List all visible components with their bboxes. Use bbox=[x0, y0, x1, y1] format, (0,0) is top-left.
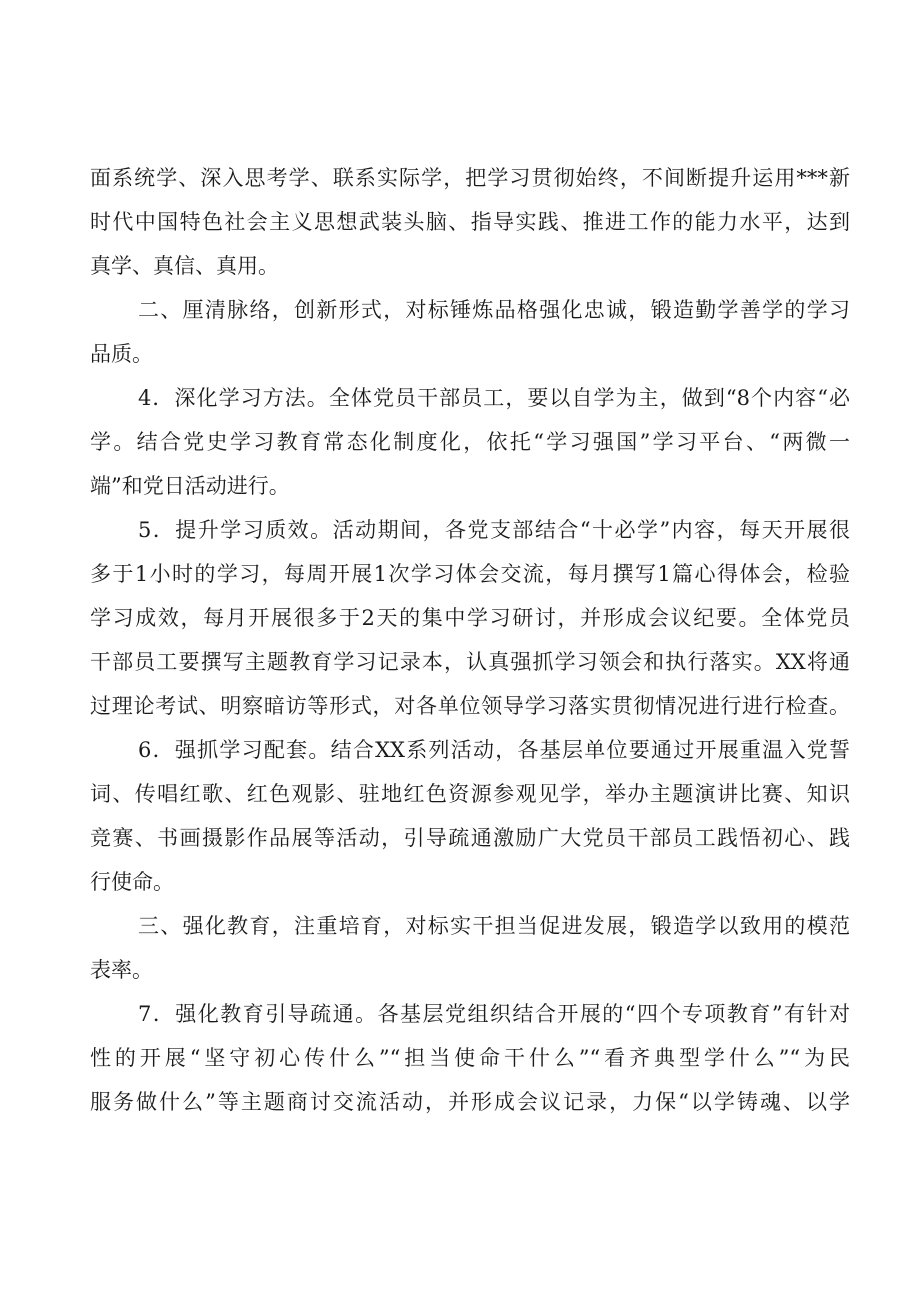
paragraph-line: 性的开展“坚守初心传什么”“担当使命干什么”“看齐典型学什么”“为民 bbox=[90, 1046, 850, 1070]
paragraph-line: 4．深化学习方法。全体党员干部员工，要以自学为主，做到“8个内容“必 bbox=[138, 386, 850, 410]
section-heading-line: 品质。 bbox=[90, 342, 153, 366]
paragraph-line: 学。结合党史学习教育常态化制度化，依托“学习强国”学习平台、“两微一 bbox=[90, 430, 850, 454]
paragraph-line: 真学、真信、真用。 bbox=[90, 254, 279, 278]
paragraph-line: 多于1小时的学习，每周开展1次学习体会交流，每月撰写1篇心得体会，检验 bbox=[90, 562, 850, 586]
paragraph-line: 6．强抓学习配套。结合XX系列活动，各基层单位要通过开展重温入党誓 bbox=[138, 738, 850, 762]
section-heading-line: 三、强化教育，注重培育，对标实干担当促进发展，锻造学以致用的模范 bbox=[138, 914, 850, 938]
section-heading-line: 二、厘清脉络，创新形式，对标锤炼品格强化忠诚，锻造勤学善学的学习 bbox=[138, 298, 850, 322]
paragraph-line: 时代中国特色社会主义思想武装头脑、指导实践、推进工作的能力水平，达到 bbox=[90, 210, 850, 234]
paragraph-line: 词、传唱红歌、红色观影、驻地红色资源参观见学，举办主题演讲比赛、知识 bbox=[90, 782, 850, 806]
paragraph-line: 服务做什么”等主题商讨交流活动，并形成会议记录，力保“以学铸魂、以学 bbox=[90, 1090, 850, 1114]
paragraph-line: 7．强化教育引导疏通。各基层党组织结合开展的“四个专项教育”有针对 bbox=[138, 1002, 850, 1026]
paragraph-line: 行使命。 bbox=[90, 870, 174, 894]
paragraph-line: 过理论考试、明察暗访等形式，对各单位领导学习落实贯彻情况进行进行检查。 bbox=[90, 694, 850, 718]
paragraph-line: 学习成效，每月开展很多于2天的集中学习研讨，并形成会议纪要。全体党员 bbox=[90, 606, 850, 630]
paragraph-line: 干部员工要撰写主题教育学习记录本，认真强抓学习领会和执行落实。XX将通 bbox=[90, 650, 850, 674]
paragraph-line: 5．提升学习质效。活动期间，各党支部结合“十必学”内容，每天开展很 bbox=[138, 518, 850, 542]
paragraph-line: 竞赛、书画摄影作品展等活动，引导疏通激励广大党员干部员工践悟初心、践 bbox=[90, 826, 850, 850]
paragraph-line: 面系统学、深入思考学、联系实际学，把学习贯彻始终，不间断提升运用***新 bbox=[90, 166, 850, 190]
paragraph-line: 端”和党日活动进行。 bbox=[90, 474, 290, 498]
section-heading-line: 表率。 bbox=[90, 958, 153, 982]
